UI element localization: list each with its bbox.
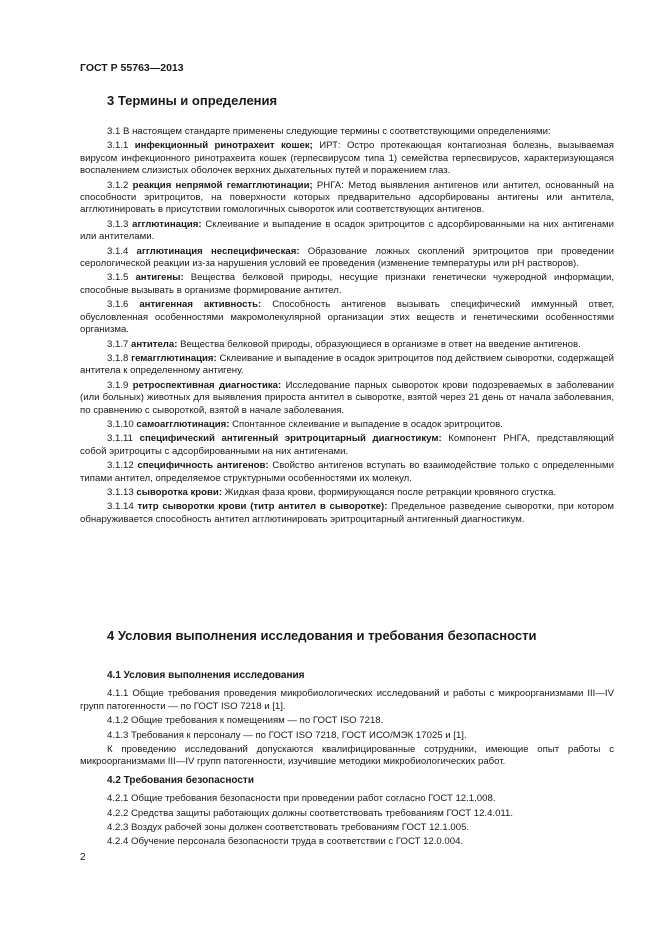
section-4-body xyxy=(80,664,614,851)
clause: 4.1.1 Общие требования проведения микробиологических исследований и работы с микроорганизмами III—IV групп патогенности — по ГОСТ ISO 7218 и [1]. xyxy=(80,688,614,712)
section-3-intro: 3.1 В настоящем стандарте применены следующие термины с соответствующими определениями: xyxy=(107,126,551,137)
term-entry: 3.1.6 антигенная активность: Способность антигенов вызывать специфический иммунный ответ, обусловленная особенностями макромолекулярной организации этих веществ и генетическими особенностями организма. xyxy=(80,299,614,336)
clause: 4.1.3 Требования к персоналу — по ГОСТ ISO 7218, ГОСТ ИСО/МЭК 17025 и [1]. xyxy=(107,729,467,741)
subsection-4-1-heading: 4.1 Условия выполнения исследования xyxy=(107,670,305,681)
page-number: 2 xyxy=(80,852,86,863)
term-entry: 3.1.2 реакция непрямой гемагглютинации; РНГА: Метод выявления антигенов или антител, основанный на способности эритроцитов, на поверхности которых предварительно адсорбированы антигены или антитела, агглютинировать в присутствии гомологичных сывороток или соответствующих антигенов. xyxy=(80,179,614,216)
term-entry: 3.1.9 ретроспективная диагностика: Исследование парных сывороток крови подозреваемых в заболевании (или больных) животных для выявления прироста антител в сыворотке, взятой через 21 день от начала заболевания, по сравнению с сывороткой, взятой в начале заболевания. xyxy=(80,379,614,416)
document-header: ГОСТ Р 55763—2013 xyxy=(80,62,184,74)
clause: К проведению исследований допускаются квалифицированные сотрудники, имеющие опыт работы с микроорганизмами III—IV групп патогенности, изучившие методики микробиологических работ. xyxy=(80,744,614,768)
term-entry: 3.1.7 антитела: Вещества белковой природы, образующиеся в организме в ответ на введение антигенов. xyxy=(107,338,581,350)
clause: 4.2.3 Воздух рабочей зоны должен соответствовать требованиям ГОСТ 12.1.005. xyxy=(107,822,470,834)
term-entry: 3.1.8 гемагглютинация: Склеивание и выпадение в осадок эритроцитов под действием сыворотки, содержащей антитела к определенному антигену. xyxy=(80,352,614,377)
term-entry: 3.1.3 агглютинация: Склеивание и выпадение в осадок эритроцитов с адсорбированными на них антигенами или антителами. xyxy=(80,218,614,243)
clause: 4.1.2 Общие требования к помещениям — по ГОСТ ISO 7218. xyxy=(107,715,384,727)
term-entry: 3.1.4 агглютинация неспецифическая: Образование ложных скоплений эритроцитов при проведении серологической реакции из-за нарушения условий ее проведения (изменение температуры или pH растворов). xyxy=(80,245,614,270)
clause: 4.2.2 Средства защиты работающих должны соответствовать требованиям ГОСТ 12.4.011. xyxy=(107,807,514,819)
clause: 4.2.1 Общие требования безопасности при проведении работ согласно ГОСТ 12.1.008. xyxy=(107,793,496,805)
term-entry: 3.1.11 специфический антигенный эритроцитарный диагностикум: Компонент РНГА, представляющий собой эритроциты с адсорбированными на них антигенами. xyxy=(80,433,614,457)
subsection-4-2-heading: 4.2 Требования безопасности xyxy=(107,774,254,786)
term-entry: 3.1.10 самоагглютинация: Спонтанное склеивание и выпадение в осадок эритроцитов. xyxy=(107,418,503,430)
section-3-heading: 3 Термины и определения xyxy=(107,93,278,108)
term-entry: 3.1.5 антигены: Вещества белковой природы, несущие признаки генетически чужеродной информации, способные вызывать в организме формирование антител. xyxy=(80,272,614,296)
section-4-heading: 4 Условия выполнения исследования и требования безопасности xyxy=(107,628,537,643)
term-entry: 3.1.13 сыворотка крови: Жидкая фаза крови, формирующаяся после ретракции кровяного сгустка. xyxy=(107,486,557,498)
term-entry: 3.1.14 титр сыворотки крови (титр антител в сыворотке): Предельное разведение сыворотки, при котором обнаруживается способность антител агглютинировать эритроцитарный антигенный диагностикум. xyxy=(80,501,614,525)
section-3-body xyxy=(80,126,614,528)
term-entry: 3.1.1 инфекционный ринотрахеит кошек; ИРТ: Остро протекающая контагиозная болезнь, вызываемая вирусом инфекционного ринотрахеита кошек (герпесвирусом типа 1) семейства герпесвирусов, характеризующаяся воспалением слизистых оболочек верхних дыхательных путей и поражением глаз. xyxy=(80,140,615,177)
term-entry: 3.1.12 специфичность антигенов: Свойство антигенов вступать во взаимодействие только с определенными типами антител, определяемое структурными особенностями их молекул. xyxy=(80,460,614,484)
clause: 4.2.4 Обучение персонала безопасности труда в соответствии с ГОСТ 12.0.004. xyxy=(107,836,464,848)
